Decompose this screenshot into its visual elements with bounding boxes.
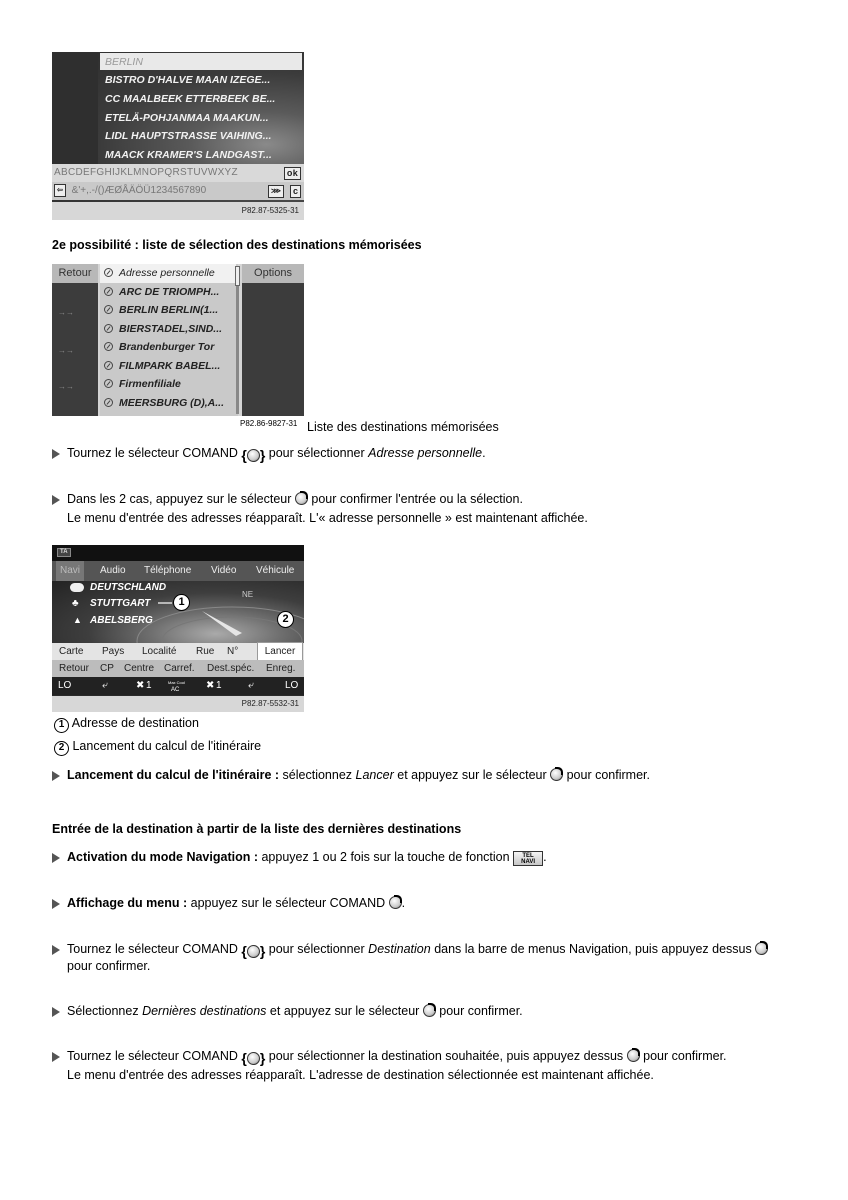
step-text: pour sélectionner la destination souhaitée, puis appuyez dessus (268, 1049, 624, 1063)
menu-term: Dernières destinations (142, 1004, 267, 1018)
screen-left-panel (52, 52, 98, 164)
list-item-label: MEERSBURG (D),A... (119, 397, 224, 409)
legend-number: 2 (54, 741, 69, 756)
menu-term: Destination (368, 942, 431, 956)
instruction-step (67, 767, 650, 783)
menu-item-enreg: Enreg. (266, 663, 296, 674)
separator-icon: →→ (58, 308, 74, 317)
callout-2: 2 (277, 611, 294, 628)
keyboard-symbol-row (52, 182, 304, 200)
legend-text: Adresse de destination (71, 716, 199, 730)
press-controller-icon (755, 942, 768, 955)
status-bar (52, 545, 304, 561)
step-text: Dans les 2 cas, appuyez sur le sélecteur (67, 492, 292, 506)
press-controller-icon (295, 492, 308, 505)
pin-icon (104, 398, 113, 407)
press-controller-icon (550, 768, 563, 781)
step-heading: Activation du mode Navigation : (67, 850, 258, 864)
scrollbar-thumb (235, 266, 240, 286)
list-item-label: Adresse personnelle (119, 267, 215, 279)
step-text: pour confirmer. (643, 1049, 727, 1063)
pin-icon (104, 379, 113, 388)
backspace-icon: ⇦ (54, 184, 66, 197)
punctuation: . (401, 896, 406, 910)
back-header: Retour (52, 264, 98, 283)
section-title: Entrée de la destination à partir de la liste des dernières destinations (52, 822, 462, 836)
list-item: BERLIN (105, 56, 143, 68)
step-text: Tournez le sélecteur COMAND (67, 1049, 238, 1063)
keyboard-letter-row (52, 164, 304, 182)
instruction-step (67, 941, 768, 958)
punctuation: . (482, 446, 486, 460)
list-item (104, 283, 219, 302)
legend-text: Lancement du calcul de l'itinéraire (72, 739, 262, 753)
menu-item-numero: N° (227, 646, 239, 657)
tel-navi-key-icon (513, 851, 543, 866)
image-code: P82.86-9827-31 (240, 419, 298, 428)
callout-1: 1 (173, 594, 190, 611)
step-text: pour confirmer. (566, 768, 650, 782)
list-item: LIDL HAUPTSTRASSE VAIHING... (105, 130, 272, 142)
menu-term: Lancer (355, 768, 394, 782)
step-continuation: pour confirmer. (67, 959, 151, 973)
compass-heading: NE (242, 590, 254, 599)
step-text: pour sélectionner (268, 942, 365, 956)
clear-key: c (290, 185, 301, 198)
step-text: et appuyez sur le sélecteur (269, 1004, 420, 1018)
punctuation: . (543, 850, 547, 864)
legend-number: 1 (54, 718, 69, 733)
step-heading: Affichage du menu : (67, 896, 188, 910)
separator-icon: →→ (58, 346, 74, 355)
pin-icon (104, 361, 113, 370)
navigation-submenu-bar (52, 660, 304, 677)
bullet-arrow-icon (52, 945, 60, 955)
city-label: STUTTGART (90, 598, 151, 609)
temp-right: LO (285, 680, 299, 691)
list-item-label: Firmenfiliale (119, 378, 181, 390)
pin-icon (104, 305, 113, 314)
seat-left-icon: ⤶ (102, 680, 108, 691)
bullet-arrow-icon (52, 853, 60, 863)
street-icon: ▲ (73, 615, 82, 625)
list-item-label: BIERSTADEL,SIND... (119, 323, 223, 335)
list-item: MAACK KRAMER'S LANDGAST... (105, 149, 272, 161)
step-text: Sélectionnez (67, 1004, 139, 1018)
step-text: Tournez le sélecteur COMAND (67, 942, 238, 956)
country-flag-icon (70, 583, 84, 592)
tab-telephone: Téléphone (144, 565, 192, 576)
pin-icon (104, 342, 113, 351)
list-item (104, 375, 181, 394)
step-text: pour confirmer l'entrée ou la sélection. (311, 492, 523, 506)
city-icon: ♣ (72, 598, 79, 609)
instruction-step (67, 445, 486, 462)
list-item: ETELÄ-POHJANMAA MAAKUN... (105, 112, 269, 124)
list-item (104, 301, 218, 320)
menu-item-carte: Carte (59, 646, 84, 657)
bullet-arrow-icon (52, 1007, 60, 1017)
memorised-destinations-screenshot (52, 264, 304, 416)
section-title: 2e possibilité : liste de sélection des destinations mémorisées (52, 238, 422, 252)
image-code: P82.87-5325-31 (52, 202, 304, 220)
climate-bar (52, 677, 304, 695)
list-item-label: ARC DE TRIOMPH... (119, 286, 220, 298)
key-label-bottom: NAVI (521, 859, 535, 865)
rotate-controller-icon: { } (241, 447, 266, 463)
press-controller-icon (627, 1049, 640, 1062)
step-text: sélectionnez (282, 768, 353, 782)
menu-item-carrefour: Carref. (164, 663, 195, 674)
legend-item (54, 715, 199, 733)
menu-item-centre: Centre (124, 663, 155, 674)
fan-right-level: 1 (216, 680, 222, 691)
country-label: DEUTSCHLAND (90, 582, 167, 593)
navigation-screenshot (52, 545, 304, 712)
list-item: CC MAALBEEK ETTERBEEK BE... (105, 93, 276, 105)
list-item-label: Brandenburger Tor (119, 341, 215, 353)
list-item (104, 338, 214, 357)
main-tab-bar (52, 561, 304, 581)
key-label-top: TEL (522, 853, 534, 859)
tab-navi: Navi (56, 561, 84, 581)
options-header: Options (242, 264, 304, 283)
bullet-arrow-icon (52, 899, 60, 909)
step-text: pour confirmer. (439, 1004, 523, 1018)
press-controller-icon (423, 1004, 436, 1017)
image-code: P82.87-5532-31 (52, 696, 304, 712)
destination-keyboard-screenshot (52, 52, 304, 220)
instruction-step (67, 491, 523, 507)
temp-left: LO (58, 680, 72, 691)
ok-key: ok (284, 167, 301, 180)
step-text: pour sélectionner (268, 446, 365, 460)
list-item (104, 394, 224, 413)
menu-item-retour: Retour (59, 663, 90, 674)
menu-item-lancer: Lancer (257, 642, 303, 660)
list-item-label: BERLIN BERLIN(1... (119, 304, 219, 316)
menu-item-rue: Rue (196, 646, 215, 657)
scrollbar-track (236, 266, 239, 414)
tab-vehicle: Véhicule (256, 565, 295, 576)
rotate-controller-icon: { } (241, 943, 266, 959)
fan-left-level: 1 (146, 680, 152, 691)
seat-right-icon: ⤶ (248, 680, 254, 691)
max-cool-label: Max Cool (168, 680, 185, 685)
map-area (52, 581, 304, 643)
step-text: dans la barre de menus Navigation, puis appuyez dessus (434, 942, 752, 956)
step-text: et appuyez sur le sélecteur (397, 768, 547, 782)
fan-right-icon: ✖ (206, 680, 215, 691)
pin-icon (104, 287, 113, 296)
step-continuation: Le menu d'entrée des adresses réapparaît. L'« adresse personnelle » est maintenant affichée. (67, 511, 588, 525)
next-page-icon: ⋙ (268, 185, 284, 198)
fan-left-icon: ✖ (136, 680, 145, 691)
rotate-controller-icon: { } (241, 1050, 266, 1066)
instruction-step (67, 895, 405, 911)
step-text: appuyez sur le sélecteur COMAND (190, 896, 386, 910)
ac-label: AC (171, 687, 180, 693)
instruction-step (67, 1048, 727, 1065)
menu-item-pays: Pays (102, 646, 125, 657)
ta-badge: TA (57, 548, 71, 557)
tab-video: Vidéo (211, 565, 237, 576)
menu-item-localite: Localité (142, 646, 177, 657)
separator-icon: →→ (58, 382, 74, 391)
keyboard-letters: ABCDEFGHIJKLMNOPQRSTUVWXYZ (54, 167, 238, 178)
step-heading: Lancement du calcul de l'itinéraire : (67, 768, 280, 782)
list-item (104, 357, 220, 376)
keyboard-symbols: &'+,.-/()ÆØÅÄÖÜ1234567890 (71, 185, 207, 196)
step-text: appuyez 1 ou 2 fois sur la touche de fonction (261, 850, 510, 864)
list-item-selected (100, 264, 236, 283)
pin-icon (104, 324, 113, 333)
instruction-step (67, 1003, 523, 1019)
menu-item-dest-spec: Dest.spéc. (207, 663, 255, 674)
figure-caption: Liste des destinations mémorisées (307, 420, 499, 434)
tab-audio: Audio (100, 565, 126, 576)
list-item: BISTRO D'HALVE MAAN IZEGE... (105, 74, 271, 86)
navigation-menu-bar (52, 643, 304, 660)
street-label: ABELSBERG (90, 615, 153, 626)
legend-item (54, 738, 261, 756)
right-column (242, 264, 304, 416)
bullet-arrow-icon (52, 771, 60, 781)
step-text: Tournez le sélecteur COMAND (67, 446, 238, 460)
pin-icon (104, 268, 113, 277)
left-column (52, 264, 98, 416)
bullet-arrow-icon (52, 449, 60, 459)
menu-term: Adresse personnelle (368, 446, 483, 460)
instruction-step (67, 849, 547, 866)
step-continuation: Le menu d'entrée des adresses réapparaît. L'adresse de destination sélectionnée est maintenant affichée. (67, 1068, 654, 1082)
bullet-arrow-icon (52, 1052, 60, 1062)
bullet-arrow-icon (52, 495, 60, 505)
menu-item-cp: CP (100, 663, 114, 674)
list-item-label: FILMPARK BABEL... (119, 360, 221, 372)
press-controller-icon (389, 896, 402, 909)
list-item (104, 320, 222, 339)
